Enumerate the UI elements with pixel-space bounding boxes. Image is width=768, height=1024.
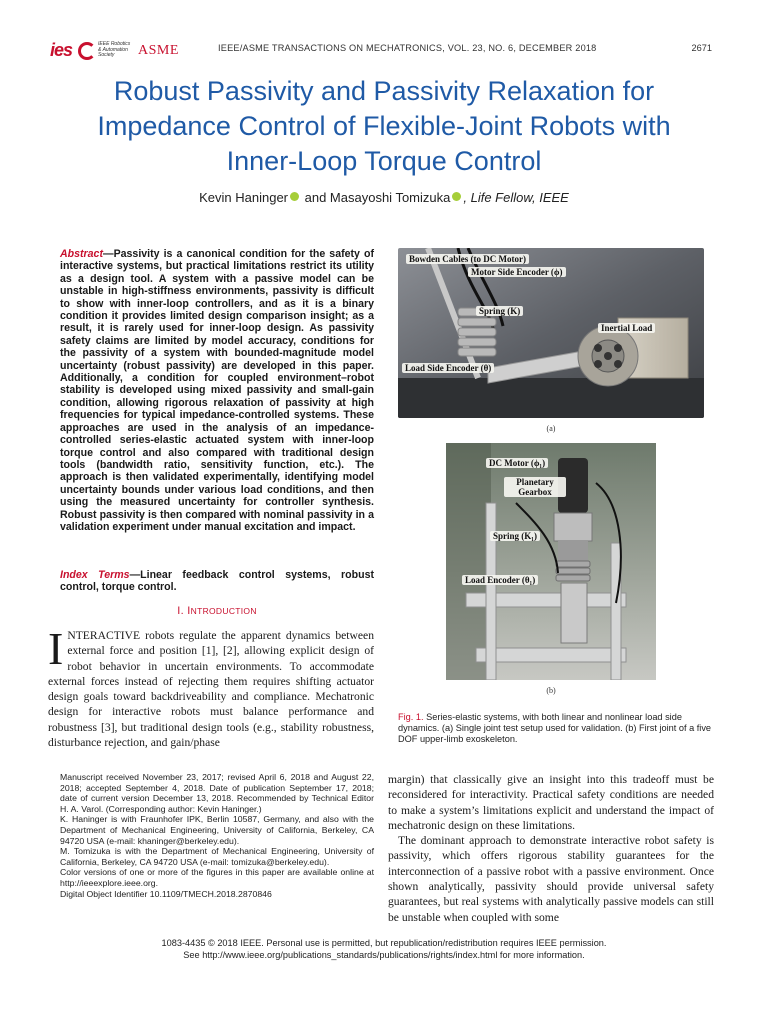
orcid-icon[interactable] <box>452 192 461 201</box>
label-dc-motor: DC Motor (ϕ₁) <box>486 458 548 468</box>
label-bowden-cables: Bowden Cables (to DC Motor) <box>406 254 529 264</box>
page-number: 2671 <box>691 43 712 53</box>
drop-cap: I <box>48 623 64 674</box>
footnote: K. Haninger is with Fraunhofer IPK, Berlin 10587, Germany, and also with the Department of Mechanical Engineering, University of California, Berkeley, CA 94720 USA (e-mail: khaninger@berkeley.edu). <box>60 814 374 846</box>
ies-logo: ies <box>50 40 73 60</box>
abstract <box>60 248 374 533</box>
logo-group <box>50 40 179 61</box>
author-line <box>40 190 728 205</box>
subfigure-a-label: (a) <box>546 424 556 433</box>
paper-title <box>40 74 728 179</box>
paragraph: The dominant approach to demonstrate interactive robot safety is passivity, which offers rigorous stability guarantees for the interconnection of a passive robot with a passive environment. Once shown analytically, passivity should provide universal safety guarantees, but real systems with analytically passive models can still be unstable when coupled with some <box>388 834 714 924</box>
section-numeral: I. <box>177 605 184 617</box>
footnote: Color versions of one or more of the figures in this paper are available online at http://ieeexplore.ieee.org. <box>60 867 374 888</box>
asme-logo: ASME <box>138 42 179 58</box>
footnote: M. Tomizuka is with the Department of Mechanical Engineering, University of California, Berkeley, CA 94720 USA (e-mail: tomizuka@berkeley.edu). <box>60 846 374 867</box>
title-line: Impedance Control of Flexible-Joint Robots with <box>97 111 671 141</box>
abstract-text: —Passivity is a canonical condition for the safety of interactive systems, but practical limitations restrict its utility as a design tool. A system with a passive model can be unstable in high-stiffness environments, passivity is difficult to show with inner-loop controllers, and as it is a binary condition it provides limited design comparison insight; as a result, it is rarely used for inner-loop design. As passivity safety claims are limited by model accuracy, conditions for the passivity of a system with bounded-magnitude model uncertainty (robust passivity) are developed in this paper. Additionally, a condition for coupled environment–robot stability is developed using mixed passivity and small-gain condition, allowing rigorous relaxation of passivity at high frequencies for typical impedance-controlled systems. These approaches are used in the analysis of an impedance-controlled series-elastic actuated system with inner-loop torque control and also compared with traditional design tools (bandwidth ratio, sensitivity function, etc.). The approach is then validated experimentally, identifying model uncertainty bounds under various load conditions, and then using the measured uncertainty for controller synthesis. Robust passivity is then compared with nominal passivity in a validation experiment under manual excitation and impact. <box>60 248 374 533</box>
rights-link-line[interactable]: See http://www.ieee.org/publications_standards/publications/rights/index.html for more information. <box>183 949 585 960</box>
caption-text: Series-elastic systems, with both linear and nonlinear load side dynamics. (a) Single joint test setup used for validation. (b) First joint of a five DOF upper-limb exoskeleton. <box>398 712 712 745</box>
author-name: and Masayoshi Tomizuka <box>301 190 451 205</box>
footnote: Manuscript received November 23, 2017; revised April 6, 2018 and August 22, 2018; accepted September 4, 2018. Date of publication September 17, 2018; date of current version December 13, 2018. Recommended by Technical Editor H. A. Varol. (Corresponding author: Kevin Haninger.) <box>60 772 374 814</box>
ras-logo <box>78 42 132 60</box>
ras-logo-text: IEEE Robotics & Automation Society <box>98 41 131 59</box>
footnote: Digital Object Identifier 10.1109/TMECH.2018.2870846 <box>60 888 272 899</box>
footnotes <box>60 772 374 899</box>
label-load-encoder: Load Side Encoder (θ) <box>402 363 494 373</box>
label-spring-k1: Spring (K₁) <box>490 531 540 541</box>
section-title-first: I <box>187 605 191 617</box>
caption-label: Fig. 1. <box>398 712 424 722</box>
label-inertial-load: Inertial Load <box>598 323 655 333</box>
label-planetary-gearbox: Planetary Gearbox <box>504 477 566 497</box>
label-load-encoder-theta1: Load Encoder (θ₁) <box>462 575 538 585</box>
right-column-text <box>388 772 714 925</box>
copyright-footer <box>100 938 668 961</box>
subfigure-b-label: (b) <box>546 686 556 695</box>
abstract-label: Abstract <box>60 248 103 260</box>
title-line: Inner-Loop Torque Control <box>226 146 542 176</box>
label-motor-encoder: Motor Side Encoder (ϕ) <box>468 267 566 277</box>
paragraph: margin) that classically give an insight into this tradeoff must be reconsidered for interactivity. Practical safety conditions are needed to make a system’s limitations explicit and understand the impact of mechatronic design on these limitations. <box>388 773 714 832</box>
copyright-line: 1083-4435 © 2018 IEEE. Personal use is permitted, but republication/redistribution requires IEEE permission. <box>161 938 607 948</box>
journal-title: IEEE/ASME TRANSACTIONS ON MECHATRONICS, VOL. 23, NO. 6, DECEMBER 2018 <box>218 43 597 53</box>
intro-paragraph <box>48 623 374 750</box>
label-spring: Spring (K) <box>476 306 523 316</box>
ras-swirl-icon <box>78 42 96 60</box>
intro-text: NTERACTIVE robots regulate the apparent dynamics between external force and position [1], [2], allowing explicit design of robot behavior in uncertain environments. To accommodate external forces instead of rejecting them requires shifting actuator design goals toward backdriveability and compliance. Mechatronic design for interactive robots must balance performance and robustness [3], but traditional design tools (e.g., stability robustness, disturbance rejection, and gain/phase <box>48 629 374 750</box>
section-heading <box>60 605 374 617</box>
title-line: Robust Passivity and Passivity Relaxation for <box>113 76 655 106</box>
author-title: , Life Fellow, IEEE <box>463 190 569 205</box>
index-terms-text: —Linear feedback control systems, robust control, torque control. <box>60 569 375 594</box>
page-header <box>50 40 714 62</box>
section-title-rest: NTRODUCTION <box>190 606 257 616</box>
orcid-icon[interactable] <box>290 192 299 201</box>
figure-caption <box>398 712 716 746</box>
author-name: Kevin Haninger <box>199 190 289 205</box>
figure-1b-photo <box>446 443 656 680</box>
index-terms-label: Index Terms <box>60 569 130 581</box>
index-terms <box>60 569 374 594</box>
figure-1a-photo <box>398 248 704 418</box>
